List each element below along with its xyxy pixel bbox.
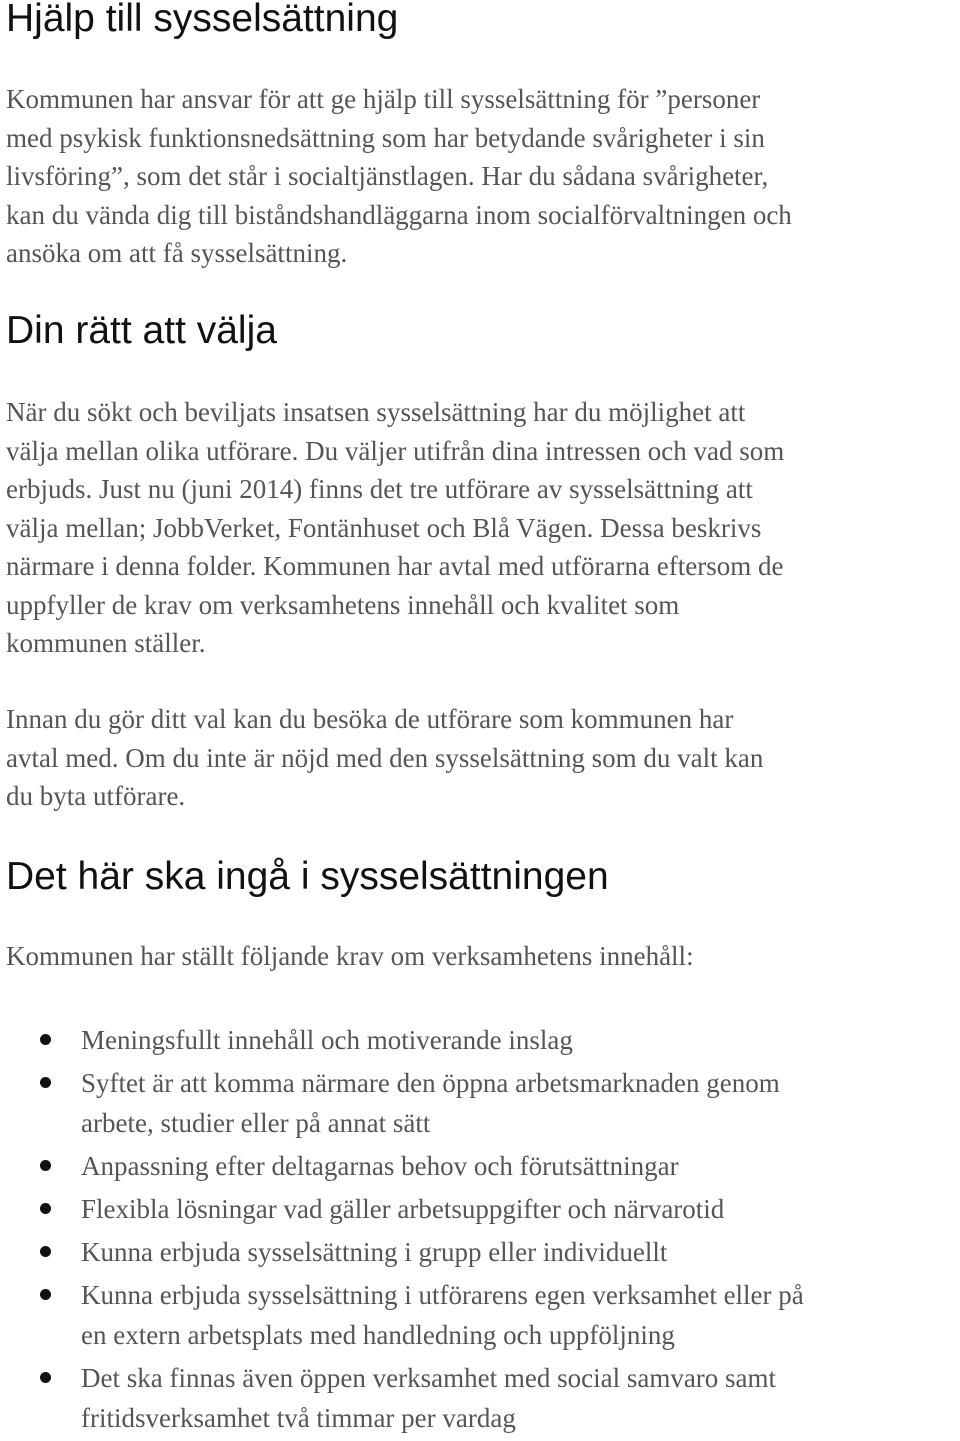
list-item-text: arbete, studier eller på annat sätt (81, 1108, 431, 1138)
bullet-icon (40, 1203, 51, 1214)
list-item-text: Syftet är att komma närmare den öppna arbetsmarknaden genom (81, 1068, 780, 1098)
list-item-text: Det ska finnas även öppen verksamhet med social samvaro samt (81, 1363, 777, 1393)
choice-paragraph (6, 393, 956, 663)
text-line: kan du vända dig till biståndshandläggarna inom socialförvaltningen och (6, 199, 792, 230)
text-line: uppfyller de krav om verksamhetens innehåll och kvalitet som (6, 589, 680, 620)
section-heading-help: Hjälp till sysselsättning (6, 0, 399, 40)
text-line: livsföring”, som det står i socialtjänstlagen. Har du sådana svårigheter, (6, 161, 769, 191)
list-item (0, 1189, 960, 1229)
list-item (0, 1275, 960, 1355)
bullet-icon (40, 1160, 51, 1171)
list-item-text: fritidsverksamhet två timmar per vardag (81, 1403, 516, 1433)
text-line: Kommunen har ställt följande krav om verksamhetens innehåll: (6, 941, 694, 971)
section-heading-requirements: Det här ska ingå i sysselsättningen (6, 855, 609, 898)
list-item-text: en extern arbetsplats med handledning och uppföljning (81, 1320, 675, 1350)
list-item-text: Flexibla lösningar vad gäller arbetsuppgifter och närvarotid (81, 1194, 725, 1224)
text-line: med psykisk funktionsnedsättning som har betydande svårigheter i sin (6, 122, 765, 153)
bullet-icon (40, 1077, 51, 1088)
text-line: erbjuds. Just nu (juni 2014) finns det tre utförare av sysselsättning att (6, 474, 753, 504)
text-line: Kommunen har ansvar för att ge hjälp till sysselsättning för ”personer (6, 84, 761, 114)
bullet-icon (40, 1372, 51, 1383)
list-item (0, 1358, 960, 1438)
text-line: Innan du gör ditt val kan du besöka de utförare som kommunen har (6, 704, 734, 734)
intro-paragraph (6, 80, 956, 273)
section-heading-right-to-choose: Din rätt att välja (6, 309, 277, 352)
list-item (0, 1232, 960, 1272)
requirements-intro (6, 937, 956, 976)
text-line: avtal med. Om du inte är nöjd med den sysselsättning som du valt kan (6, 742, 764, 773)
text-line: du byta utförare. (6, 781, 186, 811)
text-line: närmare i denna folder. Kommunen har avtal med utförarna eftersom de (6, 551, 784, 581)
text-line: ansöka om att få sysselsättning. (6, 238, 348, 268)
list-item-text: Kunna erbjuda sysselsättning i utförarens egen verksamhet eller på (81, 1280, 804, 1310)
text-line: välja mellan; JobbVerket, Fontänhuset och Blå Vägen. Dessa beskrivs (6, 512, 762, 543)
bullet-icon (40, 1034, 51, 1045)
bullet-icon (40, 1246, 51, 1257)
list-item (0, 1146, 960, 1186)
list-item-text: Kunna erbjuda sysselsättning i grupp eller individuellt (81, 1237, 668, 1267)
text-line: När du sökt och beviljats insatsen sysselsättning har du möjlighet att (6, 397, 746, 427)
list-item-text: Anpassning efter deltagarnas behov och förutsättningar (81, 1151, 679, 1181)
list-item-text: Meningsfullt innehåll och motiverande inslag (81, 1025, 573, 1055)
list-item (0, 1020, 960, 1060)
visit-paragraph (6, 700, 956, 816)
list-item (0, 1063, 960, 1143)
text-line: kommunen ställer. (6, 628, 206, 658)
requirements-list (0, 1020, 960, 1441)
bullet-icon (40, 1289, 51, 1300)
text-line: välja mellan olika utförare. Du väljer utifrån dina intressen och vad som (6, 435, 785, 466)
